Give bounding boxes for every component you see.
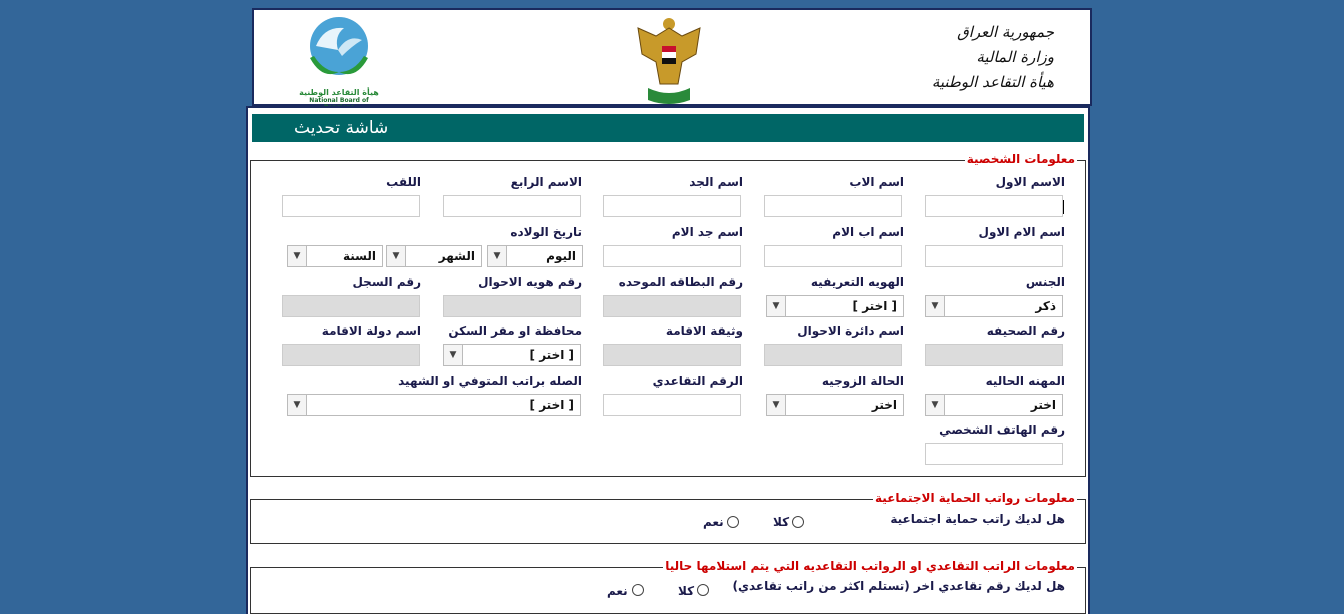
first-name-label: الاسم الاول: [995, 175, 1065, 189]
title-bar: [252, 114, 1084, 142]
text-cursor: [1063, 200, 1064, 214]
civil-id-label: رقم هويه الاحوال: [478, 275, 582, 289]
fourth-name-input[interactable]: [443, 195, 581, 217]
residence-province-select[interactable]: ▼ [ اختر ]: [443, 344, 581, 366]
pension-info-legend: معلومات الراتب التقاعدي او الرواتب التقاعديه التي يتم استلامها حاليا: [665, 559, 1075, 573]
chevron-down-icon: ▼: [387, 246, 406, 266]
id-type-label: الهويه التعريفيه: [810, 275, 904, 289]
pension-board-logo-icon: [304, 16, 374, 82]
logo-arabic-text: هيأة التقاعد الوطنية: [299, 88, 379, 97]
first-name-input[interactable]: [925, 195, 1063, 217]
surname-input[interactable]: [282, 195, 420, 217]
birth-month-select[interactable]: ▼ الشهر: [386, 245, 482, 267]
pension-yes-label: نعم: [607, 584, 628, 598]
header-board: هيأة التقاعد الوطنية: [931, 73, 1054, 91]
occupation-label: المهنه الحاليه: [985, 374, 1065, 388]
residence-province-label: محافظة او مقر السكن: [448, 324, 582, 338]
mother-grandfather-name-label: اسم جد الام: [671, 225, 743, 239]
pension-no-label: الرقم التقاعدي: [652, 374, 743, 388]
id-type-select[interactable]: ▼ [ اختر ]: [766, 295, 904, 317]
birth-day-select[interactable]: ▼ اليوم: [487, 245, 583, 267]
mother-father-name-input[interactable]: [764, 245, 902, 267]
chevron-down-icon: ▼: [926, 395, 945, 415]
record-no-input[interactable]: [282, 295, 420, 317]
eagle-emblem-icon: [634, 14, 704, 104]
iraq-emblem: [634, 14, 704, 104]
father-name-input[interactable]: [764, 195, 902, 217]
mother-grandfather-name-input[interactable]: [603, 245, 741, 267]
chevron-down-icon: ▼: [488, 246, 507, 266]
birth-date-label: تاريخ الولاده: [510, 225, 582, 239]
header-title-block: [932, 20, 1054, 95]
grandfather-name-label: اسم الجد: [689, 175, 743, 189]
header-ministry: وزارة المالية: [976, 48, 1054, 66]
pension-no-option-label: كلا: [678, 584, 695, 598]
fourth-name-label: الاسم الرابع: [510, 175, 582, 189]
logo-english-text: National Board of: [309, 97, 369, 104]
civil-office-label: اسم دائرة الاحوال: [797, 324, 904, 338]
marital-label: الحالة الزوجيه: [821, 374, 904, 388]
unified-card-input[interactable]: [603, 295, 741, 317]
mother-first-name-input[interactable]: [925, 245, 1063, 267]
chevron-down-icon: ▼: [767, 395, 786, 415]
mother-father-name-label: اسم اب الام: [832, 225, 904, 239]
relation-select[interactable]: ▼ [ اختر ]: [287, 394, 581, 416]
main-panel: [246, 106, 1090, 614]
occupation-select[interactable]: ▼ اختر: [925, 394, 1063, 416]
surname-label: اللقب: [386, 175, 421, 189]
page-no-input[interactable]: [925, 344, 1063, 366]
social-protection-legend: معلومات رواتب الحماية الاجتماعية: [875, 491, 1075, 505]
header-country: جمهورية العراق: [957, 23, 1054, 41]
father-name-label: اسم الاب: [849, 175, 904, 189]
birth-year-select[interactable]: ▼ السنة: [287, 245, 383, 267]
relation-label: الصله براتب المتوفي او الشهيد: [398, 374, 582, 388]
residence-doc-label: وثيقة الاقامة: [665, 324, 743, 338]
chevron-down-icon: ▼: [288, 246, 307, 266]
social-yes-radio[interactable]: [727, 516, 739, 528]
chevron-down-icon: ▼: [288, 395, 307, 415]
social-no-radio[interactable]: [792, 516, 804, 528]
gender-label: الجنس: [1025, 275, 1065, 289]
social-protection-section: [250, 491, 1086, 544]
civil-office-input[interactable]: [764, 344, 902, 366]
marital-select[interactable]: ▼ اختر: [766, 394, 904, 416]
header-banner: [252, 8, 1092, 106]
chevron-down-icon: ▼: [767, 296, 786, 316]
phone-label: رقم الهاتف الشخصي: [939, 423, 1065, 437]
civil-id-input[interactable]: [443, 295, 581, 317]
social-yes-label: نعم: [703, 515, 724, 529]
social-no-label: كلا: [773, 515, 790, 529]
phone-input[interactable]: [925, 443, 1063, 465]
social-protection-question: هل لديك راتب حماية اجتماعية: [890, 512, 1065, 526]
page-no-label: رقم الصحيفه: [986, 324, 1065, 338]
residence-country-label: اسم دولة الاقامة: [321, 324, 421, 338]
pension-info-question: هل لديك رقم تقاعدي اخر (تستلم اكثر من راتب تقاعدي): [732, 579, 1065, 593]
personal-info-legend: معلومات الشخصية: [966, 152, 1075, 166]
record-no-label: رقم السجل: [352, 275, 421, 289]
pension-no-radio[interactable]: [697, 584, 709, 596]
chevron-down-icon: ▼: [444, 345, 463, 365]
pension-no-input[interactable]: [603, 394, 741, 416]
unified-card-label: رقم البطاقه الموحده: [618, 275, 743, 289]
mother-first-name-label: اسم الام الاول: [978, 225, 1065, 239]
page-title: شاشة تحديث: [294, 118, 389, 138]
chevron-down-icon: ▼: [926, 296, 945, 316]
gender-select[interactable]: ▼ ذكر: [925, 295, 1063, 317]
grandfather-name-input[interactable]: [603, 195, 741, 217]
residence-country-input[interactable]: [282, 344, 420, 366]
pension-yes-radio[interactable]: [632, 584, 644, 596]
personal-info-section: [250, 152, 1086, 477]
residence-doc-input[interactable]: [603, 344, 741, 366]
pension-info-section: [250, 559, 1086, 614]
pension-board-logo: [294, 16, 384, 104]
